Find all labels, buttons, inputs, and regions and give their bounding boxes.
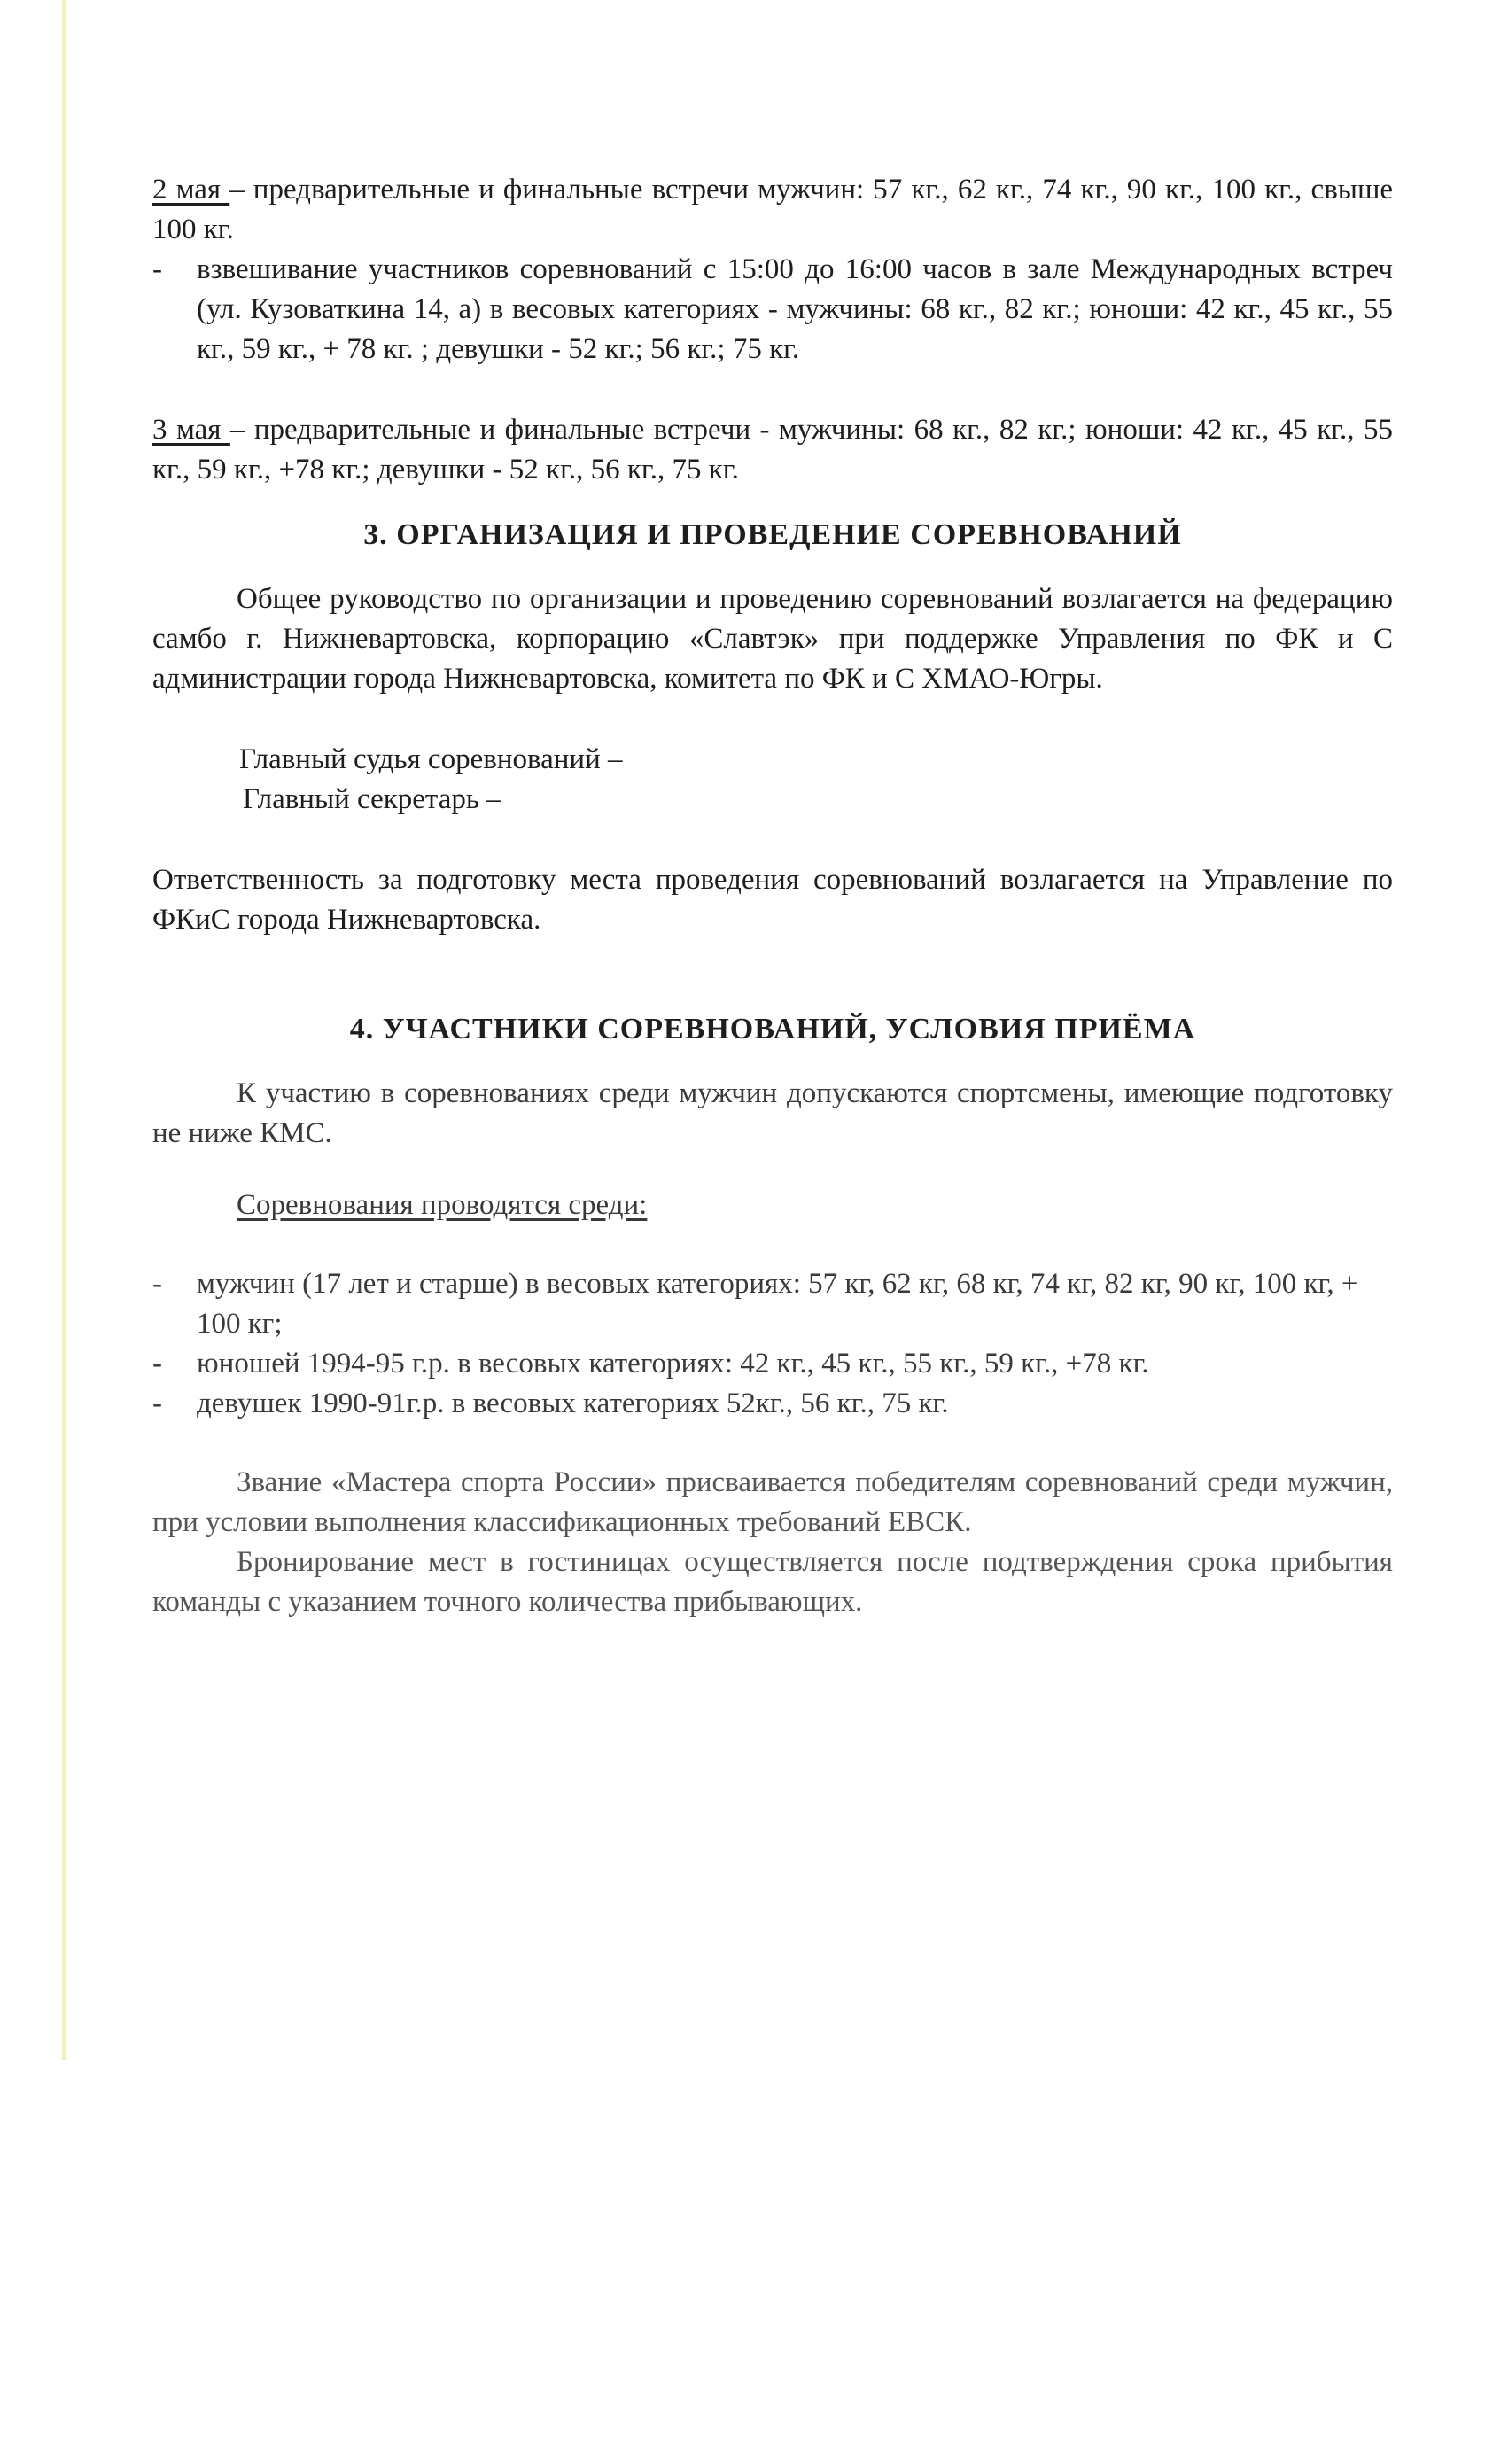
chief-secretary-line: Главный секретарь – — [243, 783, 501, 815]
responsibility-paragraph: Ответственность за подготовку места проведения соревнований возлагается на Управление по ФКиС города Нижневартовска. — [152, 864, 1393, 936]
page-edge-line — [62, 0, 66, 2060]
category-men — [152, 1264, 1393, 1344]
may3-text: – предварительные и финальные встречи - мужчины: 68 кг., 82 кг.; юноши: 42 кг., 45 кг., 55 кг., 59 кг., +78 кг.; девушки - 52 кг., 56 кг., 75 кг. — [152, 414, 1394, 486]
category-boys — [152, 1344, 1393, 1384]
admission-paragraph: К участию в соревнованиях среди мужчин допускаются спортсмены, имеющие подготовку не ниже КМС. — [152, 1077, 1393, 1149]
may2-text: – предварительные и финальные встречи мужчин: 57 кг., 62 кг., 74 кг., 90 кг., 100 кг., свыше 100 кг. — [152, 174, 1394, 245]
chief-judge-line: Главный судья соревнований – — [239, 743, 623, 775]
weighin-item — [152, 250, 1393, 369]
officials-block — [152, 740, 1393, 820]
may3-date: 3 мая — [152, 414, 230, 446]
booking-paragraph: Бронирование мест в гостиницах осуществляется после подтверждения срока прибытия команды с указанием точного количества прибывающих. — [152, 1546, 1393, 1618]
document-page — [152, 170, 1393, 1622]
category-text: юношей 1994-95 г.р. в весовых категориях: 42 кг., 45 кг., 55 кг., 59 кг., +78 кг. — [197, 1348, 1149, 1380]
category-dash: - — [152, 1268, 162, 1300]
weighin-dash: - — [152, 253, 162, 285]
section3-heading: 3. ОРГАНИЗАЦИЯ И ПРОВЕДЕНИЕ СОРЕВНОВАНИЙ — [363, 518, 1182, 551]
held-among-line — [152, 1185, 1393, 1225]
category-girls — [152, 1384, 1393, 1424]
category-text: девушек 1990-91г.р. в весовых категориях 52кг., 56 кг., 75 кг. — [197, 1387, 949, 1419]
may2-paragraph — [152, 170, 1393, 250]
held-among-label: Соревнования проводятся среди: — [237, 1189, 648, 1221]
may2-date: 2 мая — [152, 174, 230, 206]
category-dash: - — [152, 1348, 162, 1380]
section4-heading: 4. УЧАСТНИКИ СОРЕВНОВАНИЙ, УСЛОВИЯ ПРИЁМА — [349, 1013, 1196, 1045]
category-dash: - — [152, 1387, 162, 1419]
title-award-paragraph: Звание «Мастера спорта России» присваивается победителям соревнований среди мужчин, при условии выполнения классификационных требований ЕВСК. — [152, 1466, 1393, 1538]
category-text: мужчин (17 лет и старше) в весовых категориях: 57 кг, 62 кг, 68 кг, 74 кг, 82 кг, 90 кг, 100 кг, + 100 кг; — [197, 1268, 1358, 1340]
may3-paragraph — [152, 410, 1393, 490]
weighin-text: взвешивание участников соревнований с 15:00 до 16:00 часов в зале Международных встреч (ул. Кузоваткина 14, а) в весовых категориях - мужчины: 68 кг., 82 кг.; юноши: 42 кг., 45 кг., 55 кг., 59 кг., + 78 кг. ; девушки - 52 кг.; 56 кг.; 75 кг. — [197, 253, 1393, 365]
general-leadership-paragraph: Общее руководство по организации и проведению соревнований возлагается на федерацию самбо г. Нижневартовска, корпорацию «Славтэк» при поддержке Управления по ФК и С администрации города Нижневартовска, комитета по ФК и С ХМАО-Югры. — [152, 583, 1393, 695]
